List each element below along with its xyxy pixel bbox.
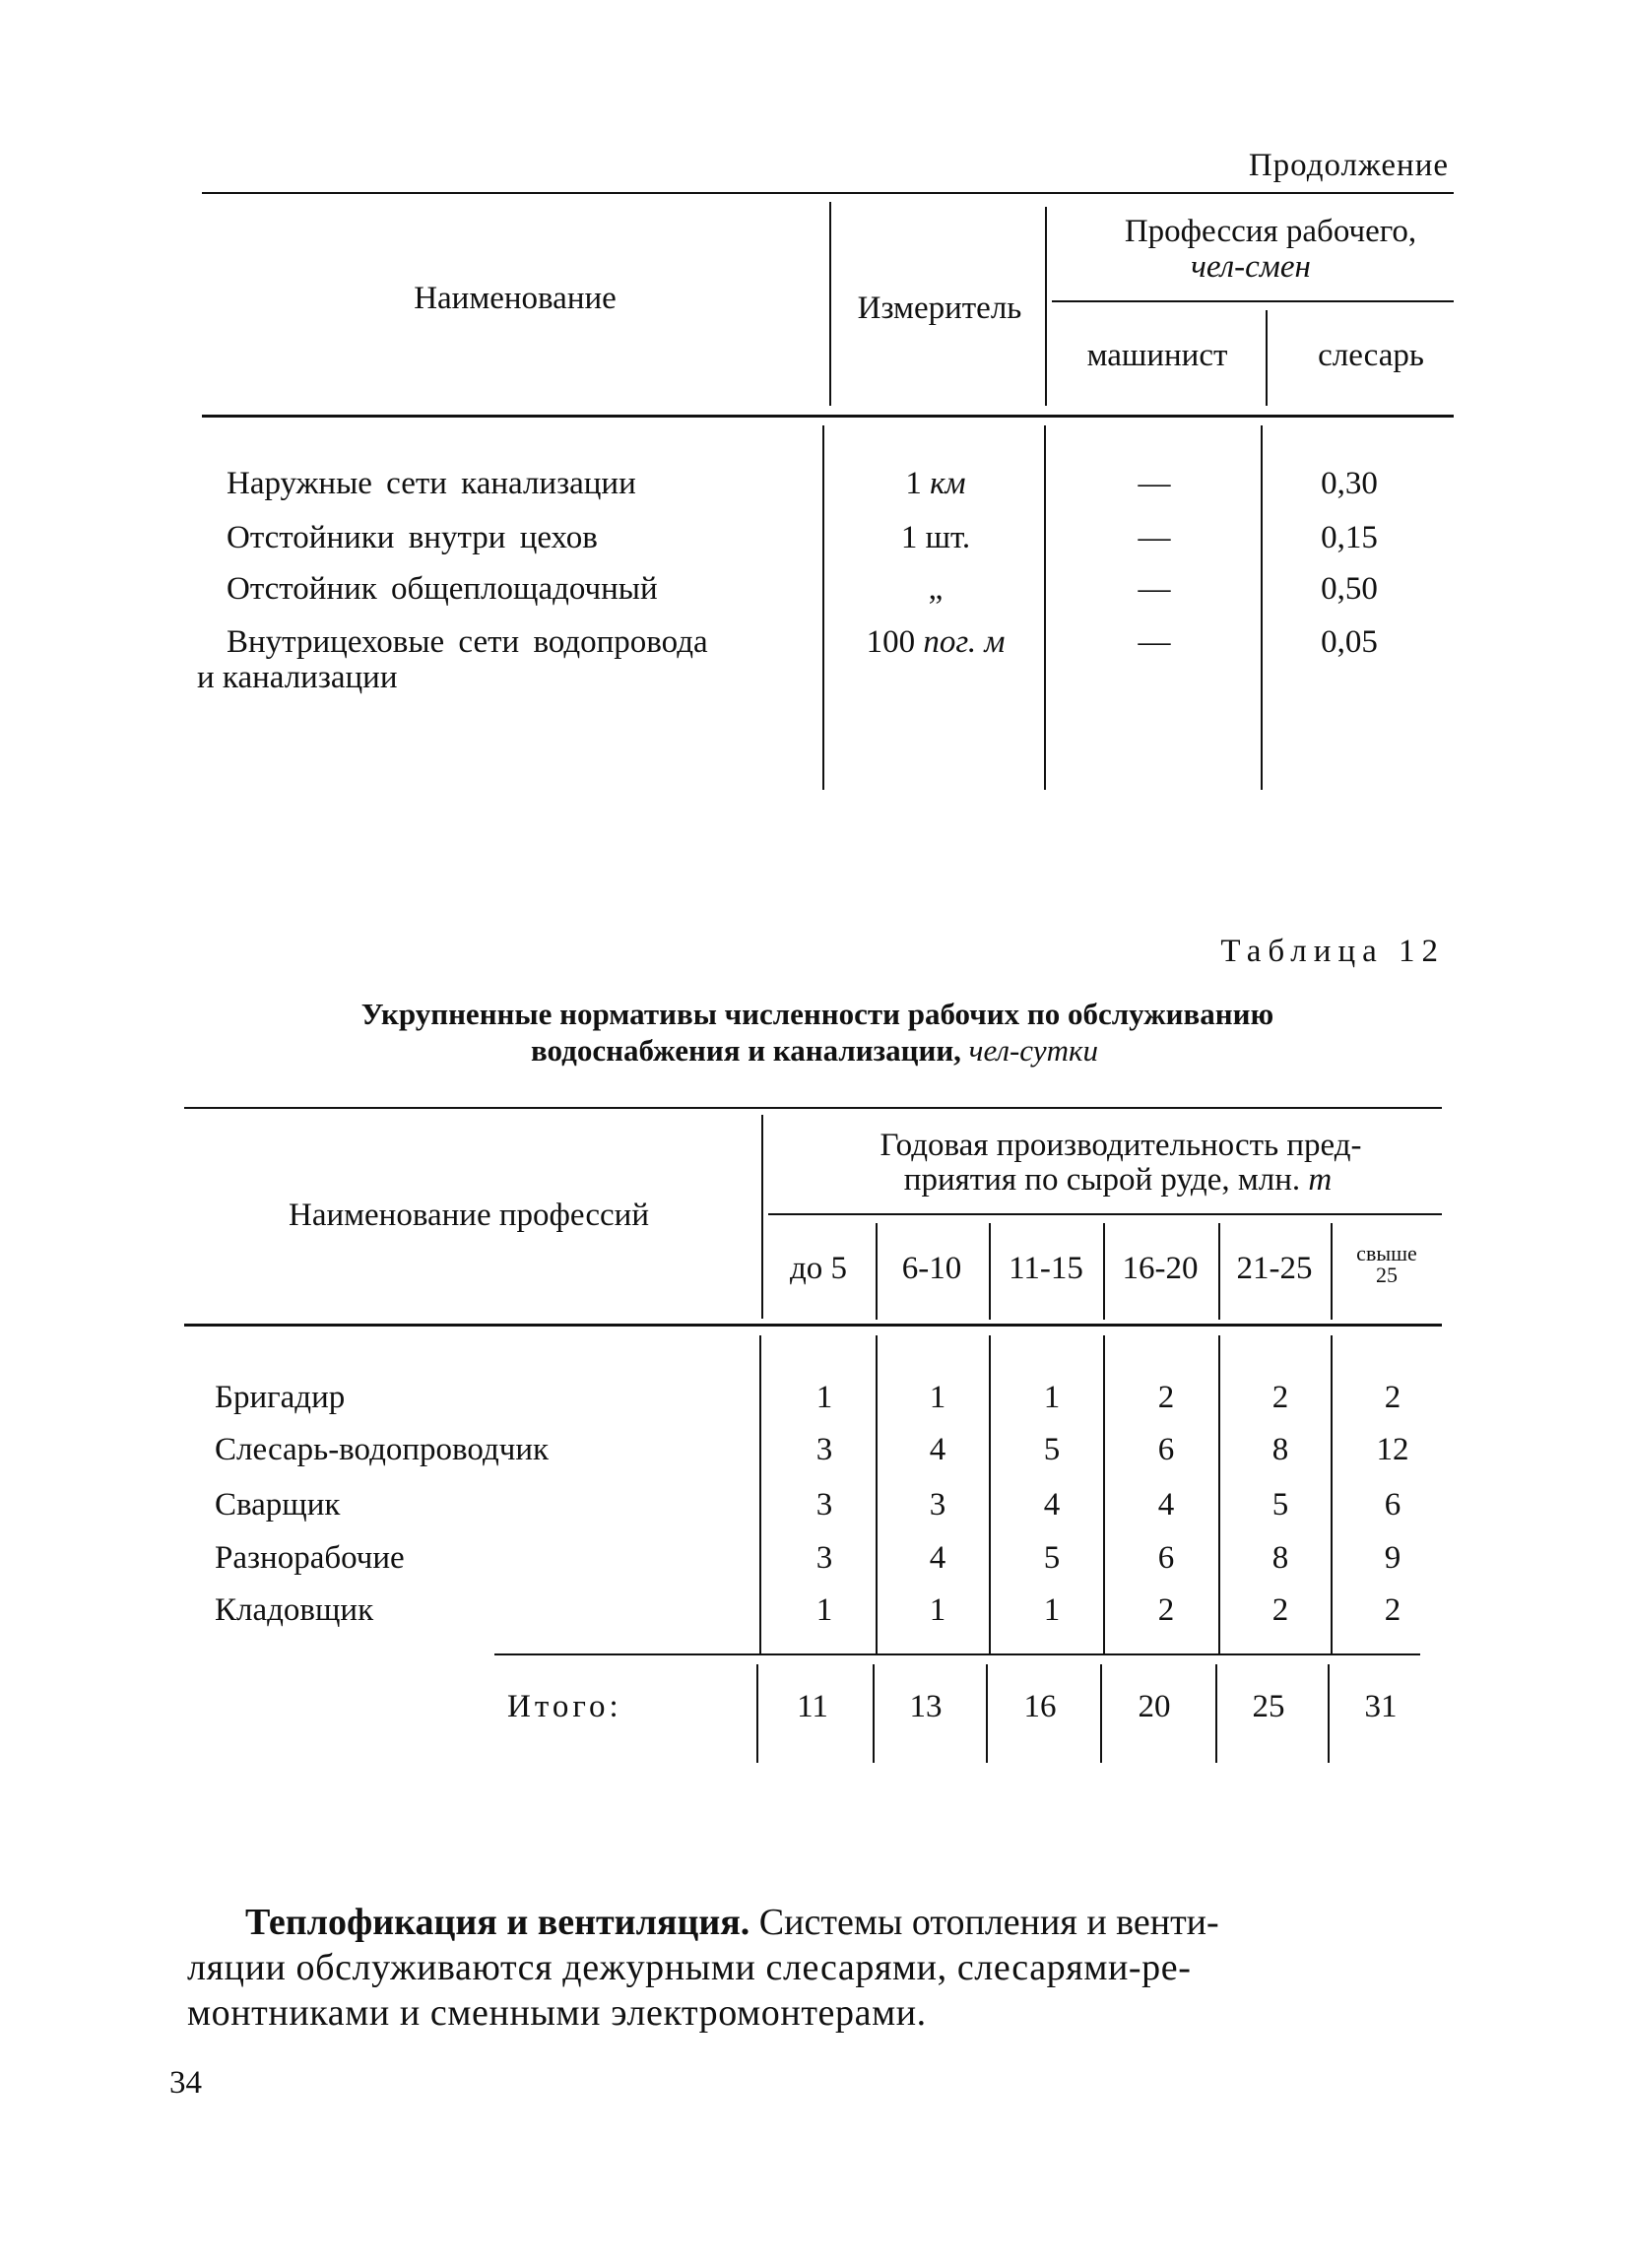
row-profession: Разнорабочие	[215, 1540, 405, 1576]
total-value: 31	[1364, 1689, 1398, 1724]
cell-value: 3	[929, 1487, 946, 1523]
cell-value: 6	[1157, 1432, 1175, 1467]
cell-value: 4	[1157, 1487, 1175, 1523]
cell-value: 9	[1384, 1540, 1401, 1576]
divider	[1100, 1664, 1102, 1763]
row-unit	[867, 624, 1006, 661]
header-name: Наименование	[414, 281, 617, 316]
row-profession: Кладовщик	[215, 1592, 374, 1628]
divider	[759, 1335, 761, 1655]
unit-number: 1 шт.	[900, 520, 971, 555]
unit-name: км	[930, 466, 966, 501]
paragraph-heading: Теплофикация и вентиляция.	[245, 1902, 750, 1943]
total-value: 13	[909, 1689, 943, 1724]
cell-value: 1	[1043, 1592, 1061, 1628]
continuation-label: Продолжение	[1248, 148, 1449, 183]
cell-value: 2	[1384, 1592, 1401, 1628]
divider	[1103, 1223, 1105, 1320]
divider	[1044, 425, 1046, 790]
unit-number: 100	[866, 624, 916, 660]
row-name: Внутрицеховые сети водопровода	[227, 624, 708, 660]
cell-value: 6	[1384, 1487, 1401, 1523]
divider	[756, 1664, 758, 1763]
divider	[876, 1335, 878, 1655]
row-profession: Слесарь-водопроводчик	[215, 1432, 550, 1467]
column-header-text: свыше 25	[1356, 1241, 1417, 1287]
divider	[1218, 1335, 1220, 1655]
column-header: 16-20	[1122, 1251, 1199, 1286]
column-header: до 5	[789, 1251, 848, 1286]
divider	[1103, 1335, 1105, 1655]
divider	[202, 415, 1454, 418]
divider	[1045, 207, 1047, 406]
cell-value: 3	[815, 1487, 833, 1523]
table-title-unit: чел-сутки	[968, 1033, 1098, 1068]
divider	[1331, 1223, 1333, 1320]
row-unit	[929, 571, 944, 608]
row-unit	[901, 520, 970, 556]
header-machinist: машинист	[1086, 338, 1228, 373]
divider	[1215, 1664, 1217, 1763]
total-value: 20	[1138, 1689, 1171, 1724]
unit-name: пог. м	[923, 624, 1006, 660]
row-name-continued: и канализации	[197, 660, 398, 695]
total-value: 11	[797, 1689, 828, 1724]
divider	[184, 1107, 1442, 1109]
row-profession: Сварщик	[215, 1487, 341, 1523]
cell-value: 5	[1043, 1432, 1061, 1467]
header-profession: Профессия рабочего,	[1124, 214, 1417, 249]
page-number: 34	[169, 2065, 202, 2101]
divider	[1218, 1223, 1220, 1320]
cell-value: 2	[1271, 1380, 1289, 1415]
divider	[1261, 425, 1263, 790]
row-fitter: 0,30	[1321, 466, 1378, 501]
unit-number: „	[928, 571, 944, 607]
paragraph-line1: Системы отопления и венти-	[758, 1902, 1219, 1943]
cell-value: 2	[1157, 1380, 1175, 1415]
divider	[986, 1664, 988, 1763]
divider	[202, 192, 1454, 194]
header-group-line2: приятия по сырой руде, млн.	[903, 1162, 1301, 1198]
row-name: Отстойник общеплощадочный	[227, 571, 658, 607]
cell-value: 2	[1271, 1592, 1289, 1628]
cell-value: 1	[929, 1592, 946, 1628]
cell-value: 5	[1043, 1540, 1061, 1576]
cell-value: 8	[1271, 1432, 1289, 1467]
row-machinist: —	[1138, 571, 1171, 607]
divider	[1331, 1335, 1333, 1655]
cell-value: 4	[1043, 1487, 1061, 1523]
divider	[873, 1664, 875, 1763]
column-header: 11-15	[1009, 1251, 1083, 1286]
divider	[1328, 1664, 1330, 1763]
divider	[761, 1115, 763, 1319]
row-name: Отстойники внутри цехов	[227, 520, 598, 555]
divider	[184, 1324, 1442, 1327]
row-machinist: —	[1138, 520, 1171, 555]
header-unit: Измеритель	[857, 291, 1022, 326]
divider	[1266, 310, 1268, 406]
row-machinist: —	[1138, 466, 1171, 501]
header-group-line1: Годовая производительность пред-	[880, 1128, 1362, 1163]
table-label: Таблица 12	[1220, 934, 1445, 969]
cell-value: 1	[929, 1380, 946, 1415]
row-name: Наружные сети канализации	[227, 466, 636, 501]
cell-value: 1	[1043, 1380, 1061, 1415]
table-title-line1: Укрупненные нормативы численности рабочих по обслуживанию	[360, 997, 1274, 1031]
cell-value: 2	[1157, 1592, 1175, 1628]
row-fitter: 0,50	[1321, 571, 1378, 607]
total-value: 25	[1252, 1689, 1285, 1724]
divider	[822, 425, 824, 790]
column-header: 6-10	[901, 1251, 962, 1286]
column-header	[1356, 1243, 1417, 1286]
cell-value: 3	[815, 1432, 833, 1467]
row-profession: Бригадир	[215, 1380, 346, 1415]
cell-value: 4	[929, 1540, 946, 1576]
header-fitter: слесарь	[1318, 338, 1424, 373]
divider	[829, 202, 831, 406]
cell-value: 3	[815, 1540, 833, 1576]
cell-value: 1	[815, 1380, 833, 1415]
row-machinist: —	[1138, 624, 1171, 660]
cell-value: 1	[815, 1592, 833, 1628]
cell-value: 4	[929, 1432, 946, 1467]
paragraph-line3: монтниками и сменными электромонтерами.	[187, 1992, 927, 2034]
total-label: Итого:	[507, 1689, 622, 1724]
row-fitter: 0,15	[1321, 520, 1378, 555]
header-profession-unit: чел-смен	[1191, 249, 1311, 285]
divider	[876, 1223, 878, 1320]
unit-number: 1	[905, 466, 922, 501]
cell-value: 2	[1384, 1380, 1401, 1415]
row-unit	[905, 466, 965, 502]
divider	[989, 1223, 991, 1320]
cell-value: 12	[1376, 1432, 1409, 1467]
total-value: 16	[1023, 1689, 1057, 1724]
cell-value: 8	[1271, 1540, 1289, 1576]
divider	[989, 1335, 991, 1655]
header-profession-name: Наименование профессий	[289, 1198, 649, 1233]
column-header: 21-25	[1236, 1251, 1313, 1286]
total-divider	[494, 1653, 1420, 1655]
divider	[768, 1213, 1442, 1215]
paragraph-line2: ляции обслуживаются дежурными слесарями, слесарями-ре-	[187, 1947, 1192, 1988]
cell-value: 6	[1157, 1540, 1175, 1576]
table-title-line2: водоснабжения и канализации,	[531, 1033, 961, 1068]
divider	[1052, 300, 1454, 302]
cell-value: 5	[1271, 1487, 1289, 1523]
header-group-unit: т	[1308, 1162, 1333, 1198]
row-fitter: 0,05	[1321, 624, 1378, 660]
